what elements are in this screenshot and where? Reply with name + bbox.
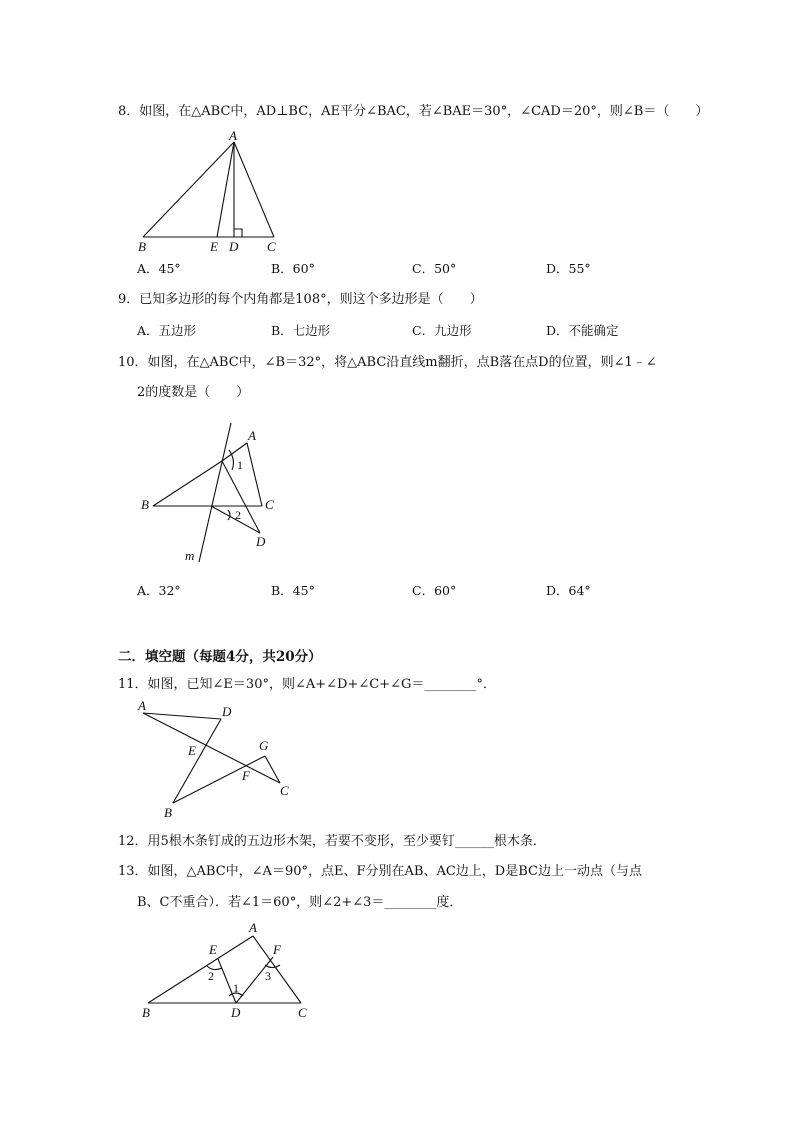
q13-stem-line1: 13．如图，△ABC中，∠A＝90°，点E、F分别在AB、AC边上，D是BC边上一动点（与点	[118, 864, 642, 879]
q8-option-d: D．55°	[546, 261, 591, 276]
q8-option-c: C．50°	[412, 261, 457, 276]
q11-label-f: F	[242, 768, 250, 783]
section-2-title: 二．填空题（每题4分，共20分）	[118, 649, 322, 665]
q8-label-a: A	[229, 128, 237, 143]
q11-label-a: A	[138, 698, 146, 713]
q8-stem: 8．如图，在△ABC中，AD⊥BC，AE平分∠BAC，若∠BAE＝30°，∠CAD＝20°，则∠B＝（ ）	[118, 104, 709, 119]
q10-label-c: C	[265, 497, 274, 512]
q10-label-b: B	[141, 497, 149, 512]
q10-option-b: B．45°	[271, 583, 315, 598]
q13-label-a: A	[249, 920, 257, 935]
q9-option-b: B．七边形	[271, 323, 331, 338]
q10-label-d: D	[256, 534, 266, 549]
q10-option-c: C．60°	[412, 583, 457, 598]
q13-label-c: C	[298, 1005, 307, 1020]
q11-label-e: E	[188, 743, 196, 758]
q11-label-b: B	[164, 805, 172, 820]
q8-label-e: E	[210, 239, 218, 254]
q8-label-d: D	[229, 239, 239, 254]
q9-stem: 9．已知多边形的每个内角都是108°，则这个多边形是（ ）	[118, 292, 483, 307]
q10-option-d: D．64°	[546, 583, 591, 598]
q13-angle-3: 3	[265, 969, 271, 983]
q9-option-a: A．五边形	[137, 323, 197, 338]
q11-label-d: D	[222, 704, 232, 719]
q10-option-a: A．32°	[137, 583, 181, 598]
q13-stem-line2: B、C不重合）．若∠1＝60°，则∠2+∠3＝________度．	[137, 895, 463, 910]
q8-label-c: C	[267, 239, 276, 254]
q11-stem: 11．如图，已知∠E＝30°，则∠A+∠D+∠C+∠G＝________°．	[118, 677, 496, 692]
q10-label-m: m	[185, 548, 195, 563]
q10-angle-1: 1	[237, 458, 243, 472]
q8-label-b: B	[138, 239, 146, 254]
q10-angle-2: 2	[235, 508, 241, 522]
q11-label-c: C	[280, 783, 289, 798]
q13-angle-1: 1	[233, 981, 239, 995]
q13-label-b: B	[142, 1005, 150, 1020]
q9-option-d: D．不能确定	[546, 323, 619, 338]
q12-stem: 12．用5根木条钉成的五边形木架，若要不变形，至少要钉______根木条．	[118, 834, 546, 849]
q11-label-g: G	[259, 738, 269, 753]
q8-option-b: B．60°	[271, 261, 315, 276]
q13-label-f: F	[273, 942, 281, 957]
q10-stem-line1: 10．如图，在△ABC中，∠B＝32°，将△ABC沿直线m翻折，点B落在点D的位置，则∠1﹣∠	[118, 355, 657, 370]
q8-option-a: A．45°	[137, 261, 181, 276]
q13-angle-2: 2	[208, 969, 214, 983]
q13-label-e: E	[209, 942, 217, 957]
q10-stem-line2: 2的度数是（ ）	[137, 385, 250, 400]
q13-label-d: D	[231, 1005, 241, 1020]
q9-option-c: C．九边形	[412, 323, 472, 338]
q10-label-a: A	[248, 428, 256, 443]
